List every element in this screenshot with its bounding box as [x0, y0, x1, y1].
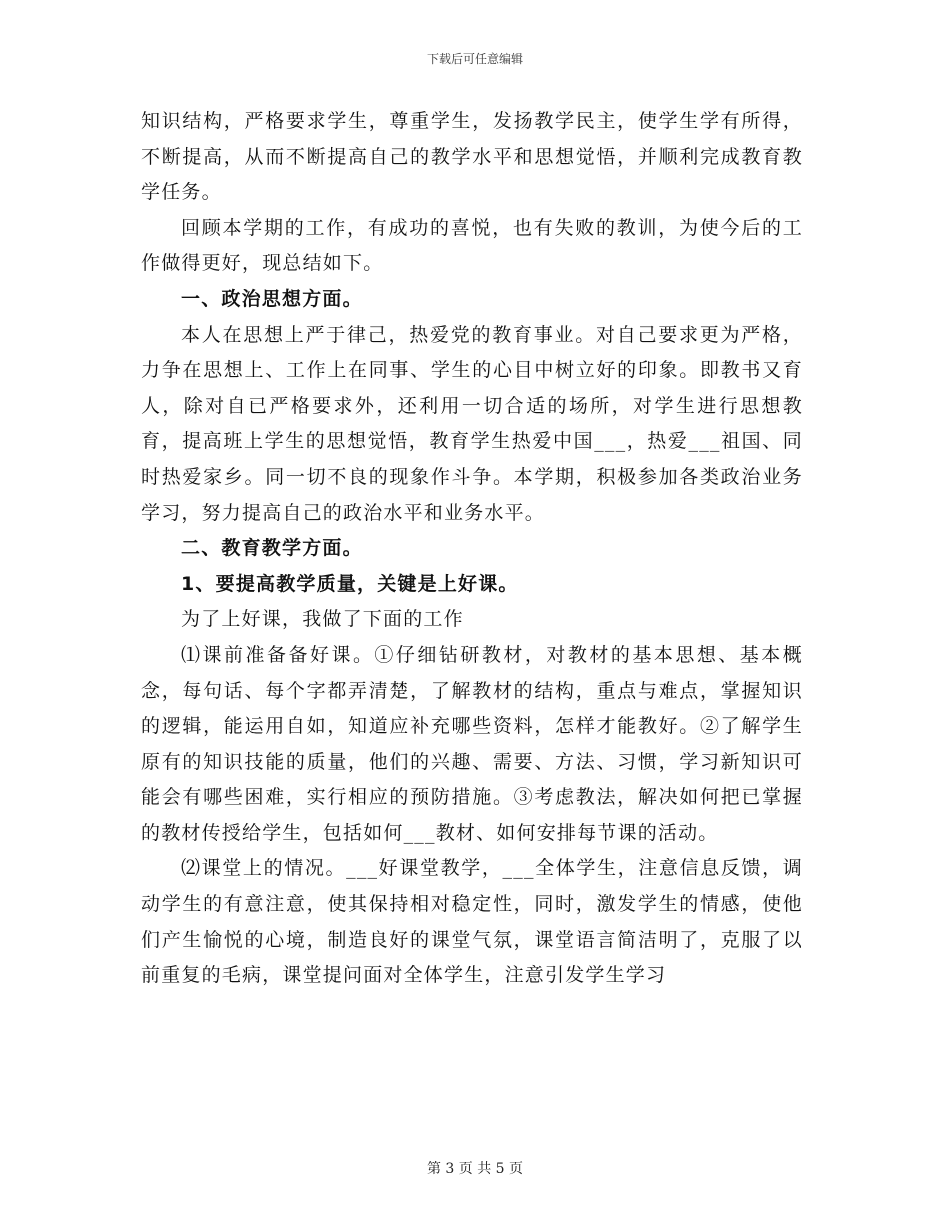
paragraph-classroom: ⑵课堂上的情况。___好课堂教学，___全体学生，注意信息反馈，调动学生的有意注意，使其保持相对稳定性，同时，激发学生的情感，使他们产生愉悦的心境，制造良好的课堂气氛，课堂语言简洁明了，克服了以前重复的毛病，课堂提问面对全体学生，注意引发学生学习: [141, 857, 803, 987]
paragraph-2: 回顾本学期的工作，有成功的喜悦，也有失败的教训，为使今后的工作做得更好，现总结如下。: [141, 216, 803, 275]
section-heading-politics: 一、政治思想方面。: [181, 287, 363, 310]
page-header-note: 下载后可任意编辑: [426, 52, 523, 66]
section-heading-teaching: 二、教育教学方面。: [181, 537, 363, 560]
paragraph-intro-work: 为了上好课，我做了下面的工作: [181, 608, 464, 631]
paragraph-politics: 本人在思想上严于律己，热爱党的教育事业。对自己要求更为严格，力争在思想上、工作上在同事、学生的心目中树立好的印象。即教书又育人，除对自已严格要求外，还利用一切合适的场所，对学生进行思想教育，提高班上学生的思想觉悟，教育学生热爱中国___，热爱___祖国、同时热爱家乡。同一切不良的现象作斗争。本学期，积极参加各类政治业务学习，努力提高自己的政治水平和业务水平。: [141, 323, 803, 524]
paragraph-lesson-prep: ⑴课前准备备好课。①仔细钻研教材，对教材的基本思想、基本概念，每句话、每个字都弄清楚，了解教材的结构，重点与难点，掌握知识的逻辑，能运用自如，知道应补充哪些资料，怎样才能教好。②了解学生原有的知识技能的质量，他们的兴趣、需要、方法、习惯，学习新知识可能会有哪些困难，实行相应的预防措施。③考虑教法，解决如何把已掌握的教材传授给学生，包括如何___教材、如何安排每节课的活动。: [141, 643, 803, 844]
paragraph-1: 知识结构，严格要求学生，尊重学生，发扬教学民主，使学生学有所得，不断提高，从而不断提高自己的教学水平和思想觉悟，并顺利完成教育教学任务。: [141, 110, 803, 204]
subsection-heading-quality: 1、要提高教学质量，关键是上好课。: [181, 572, 519, 595]
document-body: [141, 104, 803, 994]
page-number: 第 3 页 共 5 页: [426, 1161, 524, 1177]
